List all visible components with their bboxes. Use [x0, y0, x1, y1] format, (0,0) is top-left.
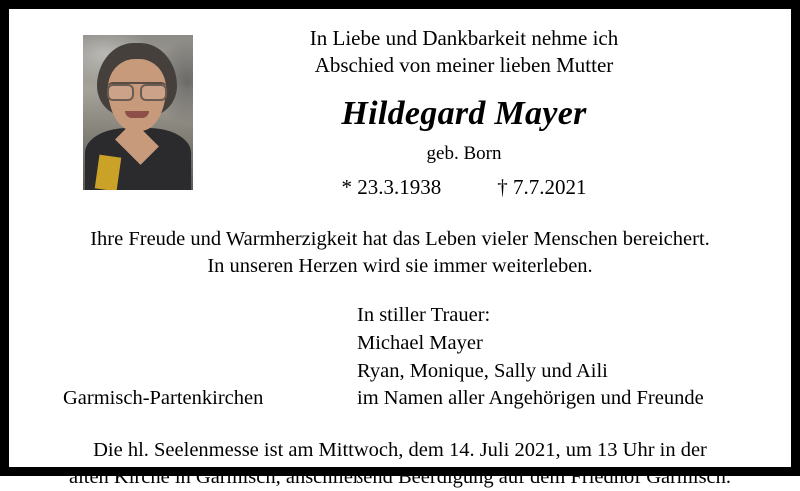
service-details [27, 437, 773, 491]
tribute-text [27, 226, 773, 280]
mourner-1: Michael Mayer [357, 331, 483, 354]
portrait-mouth [125, 111, 149, 118]
mourning-intro: In stiller Trauer: [357, 303, 491, 326]
intro-line-2: Abschied von meiner lieben Mutter [314, 52, 614, 77]
birth-date: * 23.3.1938 [341, 174, 442, 199]
death-date: † 7.7.2021 [497, 174, 587, 199]
mourners-block [27, 302, 773, 414]
mourner-2: Ryan, Monique, Sally und Aili [357, 359, 608, 382]
place-name: Garmisch-Partenkirchen [63, 387, 264, 410]
maiden-name: geb. Born [426, 142, 502, 164]
intro-line-1: In Liebe und Dankbarkeit nehme ich [309, 26, 619, 50]
portrait-scarf [95, 155, 122, 190]
headline-block [193, 25, 773, 200]
notice-inner [9, 9, 791, 489]
tribute-line-1: Ihre Freude und Warmherzigkeit hat das Leben vieler Menschen bereichert. [90, 227, 710, 250]
notice-header [27, 25, 773, 200]
life-dates [207, 175, 721, 200]
portrait-photo [83, 35, 193, 190]
deceased-name: Hildegard Mayer [341, 94, 587, 132]
service-line-1: Die hl. Seelenmesse ist am Mittwoch, dem 14. Juli 2021, um 13 Uhr in der [93, 439, 707, 462]
tribute-line-2: In unseren Herzen wird sie immer weiterleben. [207, 254, 593, 277]
mourner-3: im Namen aller Angehörigen und Freunde [357, 387, 704, 410]
portrait-glasses [107, 82, 167, 98]
service-line-2: alten Kirche in Garmisch, anschließend Beerdigung auf dem Friedhof Garmisch. [68, 466, 732, 489]
